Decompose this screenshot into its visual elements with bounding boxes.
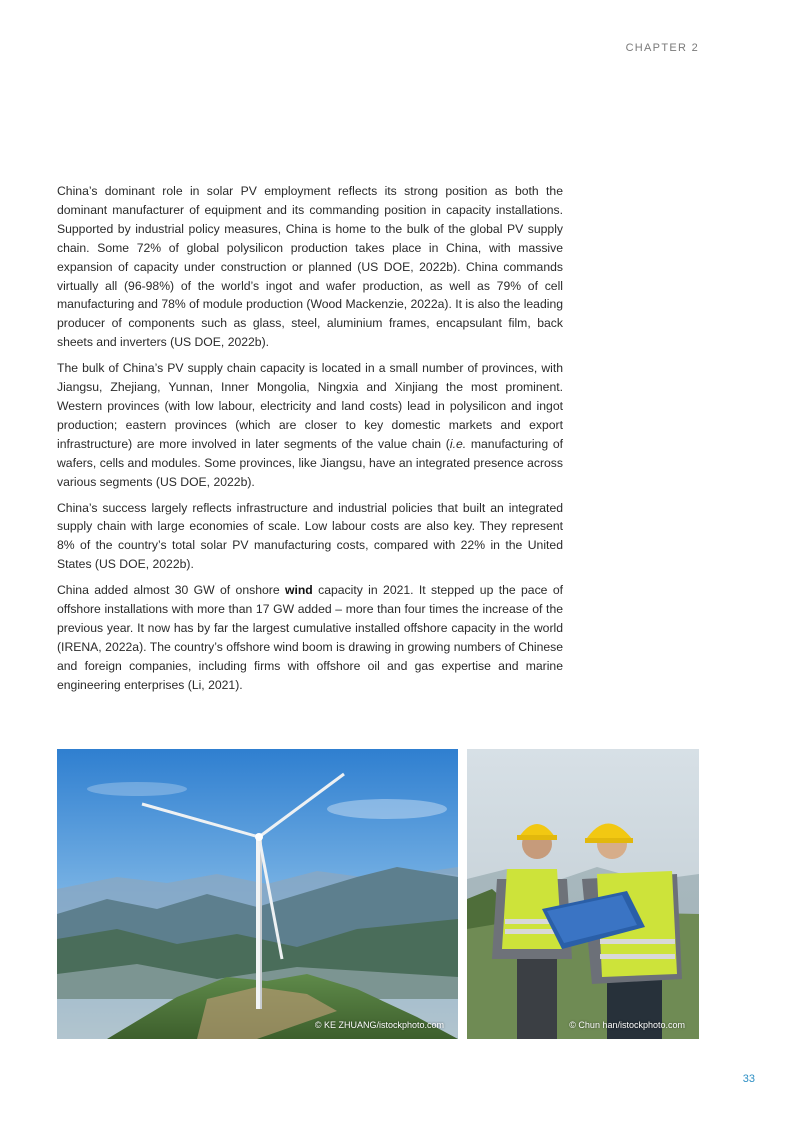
italic-ie: i.e. [449, 436, 467, 451]
paragraph-wind [57, 581, 563, 694]
paragraph-solar-employment: China’s dominant role in solar PV employment reflects its strong position as both the dominant manufacturer of equipment and its commanding position in capacity installations. Supported by industrial policy measures, China is home to the bulk of the global PV supply chain. Some 72% of global polysilicon production takes place in China, with massive expansion of capacity under construction or planned (US DOE, 2022b). China commands virtually all (96-98%) of the world’s ingot and wafer production, as well as 79% of cell manufacturing and 78% of module production (Wood Mackenzie, 2022a). It is also the leading producer of components such as glass, steel, aluminium frames, encapsulant film, back sheets and inverters (US DOE, 2022b). [57, 184, 563, 350]
chapter-label: CHAPTER 2 [625, 42, 699, 54]
page-number: 33 [742, 1073, 755, 1085]
workers-photo [467, 749, 699, 1039]
photo-credit: © KE ZHUANG/istockphoto.com [314, 1020, 444, 1030]
paragraph-policies: China’s success largely reflects infrastructure and industrial policies that built an integrated supply chain with large economies of scale. Low labour costs are also key. They represent 8% of the country’s total solar PV manufacturing costs, compared with 22% in the United States (US DOE, 2022b). [57, 500, 563, 572]
paragraph-text: capacity in 2021. It stepped up the pace of offshore installations with more than 17 GW added – more than four times the increase of the previous year. It now has by far the largest cumulative installed offshore capacity in the world (IRENA, 2022a). The country’s offshore wind boom is drawing in growing numbers of Chinese and foreign companies, including firms with offshore oil and gas expertise and marine engineering enterprises (Li, 2021). [57, 583, 563, 692]
wind-turbine-photo [57, 749, 458, 1039]
paragraph-text: The bulk of China’s PV supply chain capacity is located in a small number of provinces, with Jiangsu, Zhejiang, Yunnan, Inner Mongolia, Ningxia and Xinjiang the most prominent. Western provinces (with low labour, electricity and land costs) lead in polysilicon and ingot production; eastern provinces (which are closer to key domestic markets and export infrastructure) are more involved in later segments of the value chain ( [57, 361, 563, 451]
paragraph-text: manufacturing of wafers, cells and modules. Some provinces, like Jiangsu, have an integrated presence across various segments (US DOE, 2022b). [57, 436, 563, 489]
wind-turbine-image [57, 749, 458, 1039]
body-text [57, 182, 563, 702]
workers-image [467, 749, 699, 1039]
bold-wind: wind [284, 583, 313, 598]
paragraph-supply-chain-provinces [57, 359, 563, 491]
photo-credit: © Chun han/istockphoto.com [569, 1020, 685, 1030]
paragraph-text: China added almost 30 GW of onshore [57, 583, 285, 598]
